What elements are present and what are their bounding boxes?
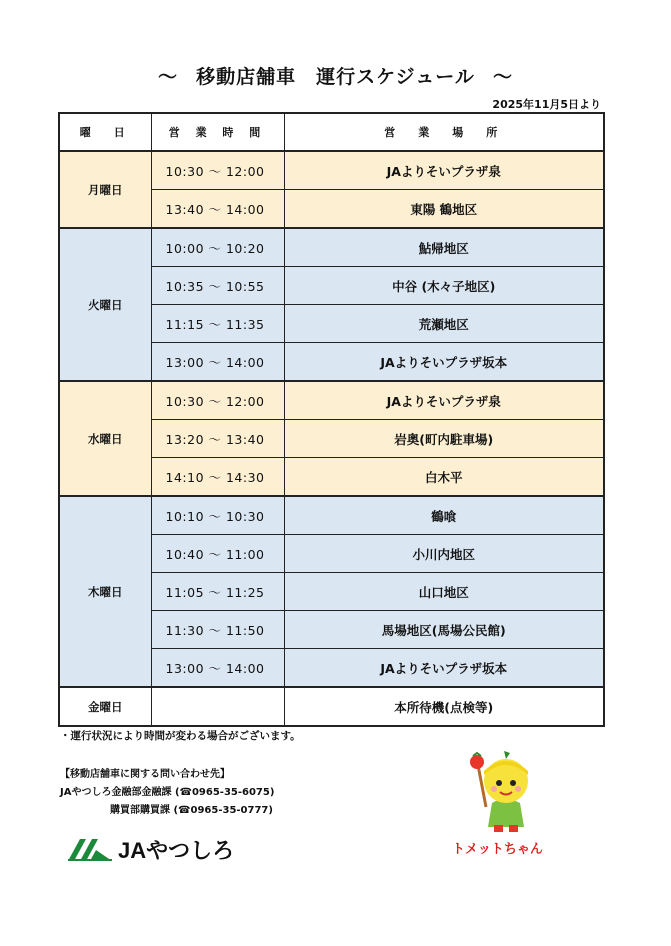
header-day: 曜 日 bbox=[59, 113, 151, 151]
time-cell: 11:15 ～ 11:35 bbox=[151, 305, 284, 343]
table-row bbox=[59, 228, 604, 267]
table-row bbox=[59, 151, 604, 190]
effective-date: 2025年11月5日より bbox=[492, 98, 601, 111]
tomato-mascot-icon bbox=[460, 745, 550, 835]
time-cell: 10:35 ～ 10:55 bbox=[151, 267, 284, 305]
table-header-row bbox=[59, 113, 604, 151]
title-text: 移動店舗車 運行スケジュール bbox=[196, 66, 475, 88]
time-cell: 11:30 ～ 11:50 bbox=[151, 611, 284, 649]
place-cell: JAよりそいプラザ坂本 bbox=[284, 343, 604, 382]
place-cell: JAよりそいプラザ泉 bbox=[284, 381, 604, 420]
ja-logo bbox=[66, 834, 234, 865]
place-cell: 馬場地区(馬場公民館) bbox=[284, 611, 604, 649]
day-cell-tuesday: 火曜日 bbox=[59, 228, 151, 381]
logo-text: JAやつしろ bbox=[118, 838, 235, 863]
time-cell: 14:10 ～ 14:30 bbox=[151, 458, 284, 497]
header-place: 営 業 場 所 bbox=[284, 113, 604, 151]
schedule-table bbox=[58, 112, 605, 727]
place-cell: 鮎帰地区 bbox=[284, 228, 604, 267]
ja-logo-icon bbox=[66, 837, 114, 863]
header-time: 営 業 時 間 bbox=[151, 113, 284, 151]
time-cell: 10:10 ～ 10:30 bbox=[151, 496, 284, 535]
day-cell-friday: 金曜日 bbox=[59, 687, 151, 726]
time-cell: 10:40 ～ 11:00 bbox=[151, 535, 284, 573]
place-cell: JAよりそいプラザ泉 bbox=[284, 151, 604, 190]
title-right-tilde: ～ bbox=[492, 66, 513, 88]
place-cell: 山口地区 bbox=[284, 573, 604, 611]
page-title bbox=[0, 62, 671, 89]
day-cell-thursday: 木曜日 bbox=[59, 496, 151, 687]
place-cell: 東陽 鶴地区 bbox=[284, 190, 604, 229]
place-cell: 荒瀬地区 bbox=[284, 305, 604, 343]
time-cell: 13:40 ～ 14:00 bbox=[151, 190, 284, 229]
place-cell: 本所待機(点検等) bbox=[284, 687, 604, 726]
contact-info bbox=[60, 766, 274, 820]
table-row bbox=[59, 687, 604, 726]
mascot-name: トメットちゃん bbox=[452, 842, 543, 857]
place-cell: JAよりそいプラザ坂本 bbox=[284, 649, 604, 688]
contact-heading: 【移動店舗車に関する問い合わせ先】 bbox=[60, 769, 230, 780]
time-cell: 13:20 ～ 13:40 bbox=[151, 420, 284, 458]
time-cell: 10:30 ～ 12:00 bbox=[151, 381, 284, 420]
contact-line-finance: JAやつしろ金融部金融課 (☎0965-35-6075) bbox=[60, 787, 275, 798]
day-cell-wednesday: 水曜日 bbox=[59, 381, 151, 496]
time-cell: 10:00 ～ 10:20 bbox=[151, 228, 284, 267]
day-cell-monday: 月曜日 bbox=[59, 151, 151, 228]
time-cell: 13:00 ～ 14:00 bbox=[151, 649, 284, 688]
place-cell: 中谷 (木々子地区) bbox=[284, 267, 604, 305]
table-row bbox=[59, 496, 604, 535]
time-cell: 11:05 ～ 11:25 bbox=[151, 573, 284, 611]
title-left-tilde: ～ bbox=[158, 66, 179, 88]
time-cell bbox=[151, 687, 284, 726]
place-cell: 鶴喰 bbox=[284, 496, 604, 535]
place-cell: 白木平 bbox=[284, 458, 604, 497]
time-cell: 10:30 ～ 12:00 bbox=[151, 151, 284, 190]
table-row bbox=[59, 381, 604, 420]
contact-line-purchasing: 購買部購買課 (☎0965-35-0777) bbox=[110, 805, 273, 816]
place-cell: 岩奥(町内駐車場) bbox=[284, 420, 604, 458]
time-cell: 13:00 ～ 14:00 bbox=[151, 343, 284, 382]
place-cell: 小川内地区 bbox=[284, 535, 604, 573]
schedule-note: ・運行状況により時間が変わる場合がございます。 bbox=[60, 730, 301, 742]
